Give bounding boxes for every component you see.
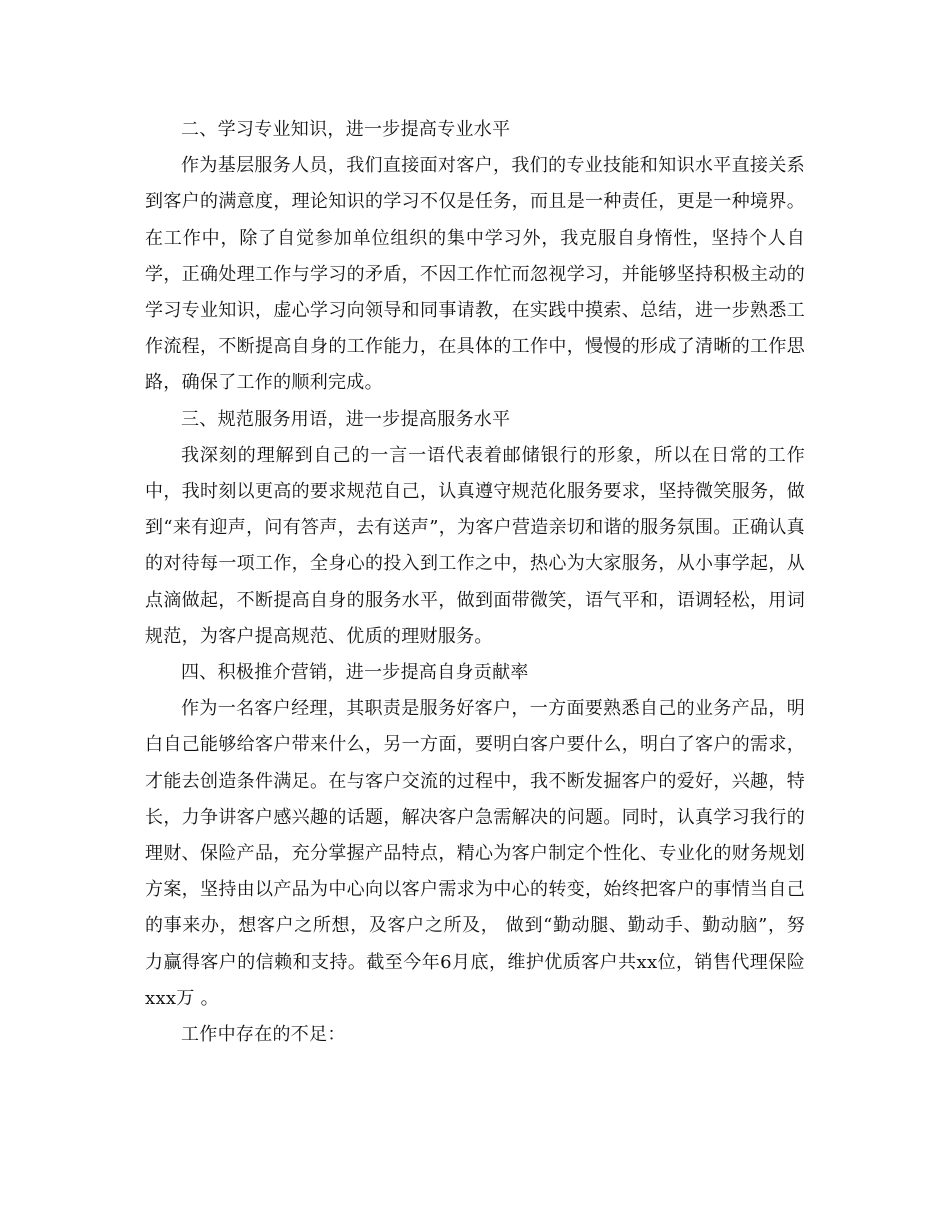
section-heading-study: 二、学习专业知识，进一步提高专业水平: [181, 119, 511, 140]
section-heading-service: 三、规范服务用语，进一步提高服务水平: [181, 408, 511, 430]
paragraph-marketing: 作为一名客户经理，其职责是服务好客户，一方面要熟悉自己的业务产品，明白自己能够给客户带来什么，另一方面，要明白客户要什么，明白了客户的需求，才能去创造条件满足。在与客户交流的过程中，我不断发掘客户的爱好，兴趣，特长，力争讲客户感兴趣的话题，解决客户急需解决的问题。同时，认真学习我行的理财、保险产品，充分掌握产品特点，精心为客户制定个性化、专业化的财务规划方案，坚持由以产品为中心向以客户需求为中心的转变，始终把客户的事情当自己的事来办，想客户之所想，及客户之所及， 做到“勤动腿、勤动手、勤动脑”，努力赢得客户的信赖和支持。截至今年6月底，维护优质客户共xx位，销售代理保险xxx万 。: [145, 698, 805, 1009]
section-heading-marketing: 四、积极推介营销，进一步提高自身贡献率: [181, 662, 529, 684]
paragraph-service: 我深刻的理解到自己的一言一语代表着邮储银行的形象，所以在日常的工作中，我时刻以更高的要求规范自己，认真遵守规范化服务要求，坚持微笑服务，做到“来有迎声，问有答声，去有送声”，为客户营造亲切和谐的服务氛围。正确认真的对待每一项工作，全身心的投入到工作之中，热心为大家服务，从小事学起，从点滴做起，不断提高自身的服务水平，做到面带微笑，语气平和，语调轻松，用词规范，为客户提高规范、优质的理财服务。: [145, 444, 805, 647]
paragraph-study: 作为基层服务人员，我们直接面对客户，我们的专业技能和知识水平直接关系到客户的满意度，理论知识的学习不仅是任务，而且是一种责任，更是一种境界。在工作中，除了自觉参加单位组织的集中学习外，我克服自身惰性，坚持个人自学，正确处理工作与学习的矛盾，不因工作忙而忽视学习，并能够坚持积极主动的学习专业知识，虚心学习向领导和同事请教，在实践中摸索、总结，进一步熟悉工作流程，不断提高自身的工作能力，在具体的工作中，慢慢的形成了清晰的工作思路，确保了工作的顺利完成。: [145, 155, 805, 394]
section-heading-shortcomings: 工作中存在的不足：: [181, 1024, 346, 1046]
document-body: [145, 112, 805, 1053]
